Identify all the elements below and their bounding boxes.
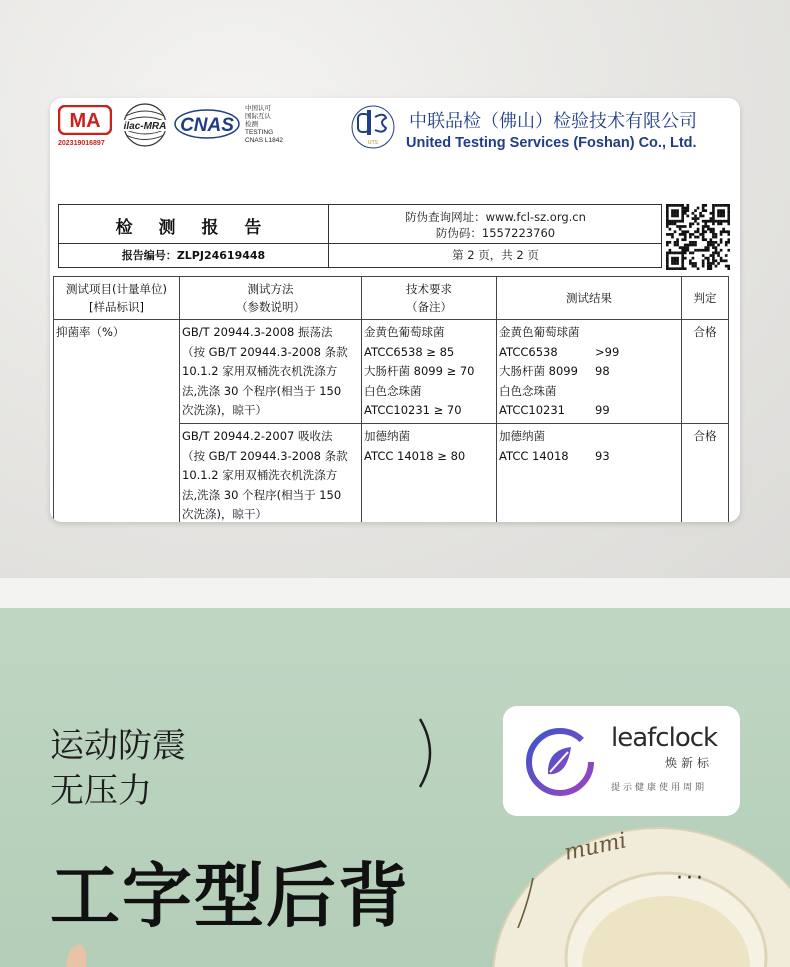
teacup-photo	[488, 808, 790, 967]
section-divider	[0, 578, 790, 608]
promo-subtitle-line1: 运动防震	[50, 726, 186, 766]
qr-code-icon	[666, 204, 730, 270]
uts-logo	[350, 104, 396, 150]
promo-headline: 工字型后背	[50, 855, 410, 937]
header-requirement: 技术要求 （备注）	[362, 277, 497, 320]
cnas-caption-line: TESTING	[245, 129, 274, 136]
cnas-caption	[245, 105, 283, 145]
report-header-box	[58, 204, 662, 268]
report-number-label: 报告编号：	[121, 249, 177, 262]
cnas-mark-text: CNAS	[180, 115, 234, 136]
anti-counterfeit-code: 防伪码：1557223760	[435, 226, 556, 240]
requirement-cell: 金黄色葡萄球菌 ATCC6538 ≥ 85 大肠杆菌 8099 ≥ 70 白色念珠菌 ATCC10231 ≥ 70	[362, 320, 497, 424]
promo-banner	[0, 608, 790, 967]
cnas-caption-line: 中国认可	[245, 105, 271, 112]
requirement-cell: 加德纳菌 ATCC 14018 ≥ 80	[362, 424, 497, 523]
table-header-row	[54, 277, 729, 320]
test-report-card	[50, 98, 740, 522]
cup-script-text: mumi	[562, 828, 629, 866]
brand-card	[503, 706, 740, 816]
brand-name-cn: 焕新标	[665, 756, 714, 770]
header-test-method: 测试方法 （参数说明）	[180, 277, 362, 320]
divider	[59, 243, 661, 244]
page-info: 第 2 页，共 2 页	[452, 248, 539, 262]
brand-tagline: 提示健康使用周期	[611, 783, 708, 793]
cnas-logo	[174, 108, 240, 140]
cma-mark-text: MA	[69, 110, 101, 132]
test-results-table	[53, 276, 729, 522]
method-cell: GB/T 20944.2-2007 吸收法 （按 GB/T 20944.3-2008 条款 10.1.2 家用双桶洗衣机洗涤方 法,洗涤 30 个程序(相当于 150 次洗涤)，晾干）	[180, 424, 362, 523]
cma-logo	[58, 105, 112, 135]
result-cell: 加德纳菌 ATCC 14018 93	[497, 424, 682, 523]
method-cell: GB/T 20944.3-2008 振荡法 （按 GB/T 20944.3-2008 条款 10.1.2 家用双桶洗衣机洗涤方 法,洗涤 30 个程序(相当于 150 次洗涤)，晾干）	[180, 320, 362, 424]
report-number	[59, 247, 328, 263]
verification-url: 防伪查询网址：www.fcl-sz.org.cn	[405, 210, 586, 224]
bracket-decoration-icon	[414, 713, 444, 793]
uts-mark-text: UTS	[368, 140, 378, 146]
brand-name: leafclock	[611, 723, 718, 753]
cnas-caption-line: 国际互认	[245, 113, 271, 120]
judgement-cell: 合格	[682, 424, 729, 523]
leafclock-logo-icon	[519, 722, 601, 802]
promo-subtitle-line2: 无压力	[50, 771, 152, 811]
ilac-mark-text: ilac-MRA	[123, 121, 167, 132]
cnas-caption-line: CNAS L1842	[245, 137, 283, 144]
table-row	[54, 320, 729, 424]
header-test-item: 测试项目(计量单位) [样品标识]	[54, 277, 180, 320]
ilac-mra-logo	[118, 102, 172, 148]
dots-decoration: ···	[676, 866, 706, 891]
report-number-value: ZLPJ24619448	[176, 249, 266, 262]
cnas-caption-line: 检测	[245, 121, 258, 128]
hand-photo	[62, 942, 90, 967]
report-title: 检 测 报 告	[115, 218, 272, 238]
judgement-cell: 合格	[682, 320, 729, 424]
result-cell: 金黄色葡萄球菌 ATCC6538 >99 大肠杆菌 8099 98 白色念珠菌 ATCC10231 99	[497, 320, 682, 424]
test-item-cell: 抑菌率（%）	[54, 320, 180, 523]
company-name-cn: 中联品检（佛山）检验技术有限公司	[409, 111, 697, 132]
header-result: 测试结果	[497, 277, 682, 320]
header-judgement: 判定	[682, 277, 729, 320]
cma-registration-number: 202319016897	[58, 140, 105, 147]
company-name-en: United Testing Services (Foshan) Co., Ltd.	[406, 135, 697, 151]
